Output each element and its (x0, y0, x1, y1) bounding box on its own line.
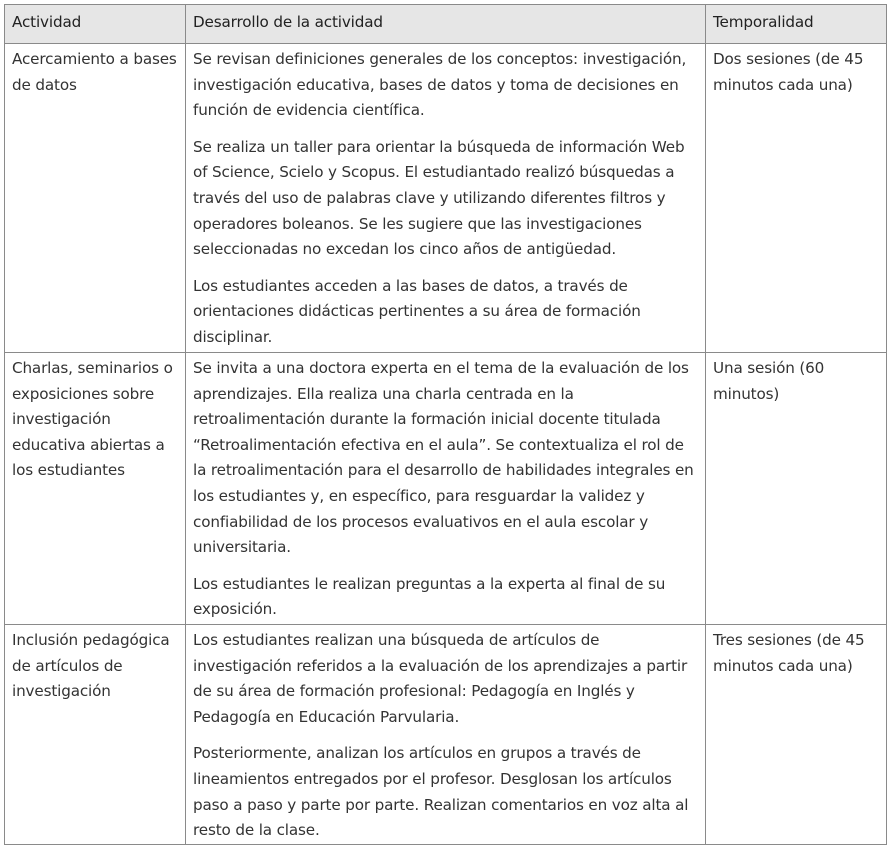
header-temporalidad: Temporalidad (706, 5, 887, 44)
table-row (5, 44, 887, 353)
temporalidad-cell: Una sesión (60 minutos) (706, 353, 887, 625)
desarrollo-cell (186, 353, 706, 625)
desarrollo-paragraph: Los estudiantes realizan una búsqueda de artículos de investigación referidos a la evaluación de los aprendizajes a partir de su área de formación profesional: Pedagogía en Inglés y Pedagogía en Educación Parvularia. (193, 631, 688, 726)
temporalidad-cell: Tres sesiones (de 45 minutos cada una) (706, 625, 887, 845)
desarrollo-paragraph: Se realiza un taller para orientar la búsqueda de información Web of Science, Scielo y Scopus. El estudiantado realizó búsquedas a través del uso de palabras clave y utilizando diferentes filtros y operadores boleanos. Se les sugiere que las investigaciones seleccionadas no excedan los cinco años de antigüedad. (193, 137, 685, 259)
header-actividad: Actividad (5, 5, 186, 44)
desarrollo-paragraph: Se revisan definiciones generales de los conceptos: investigación, investigación educativa, bases de datos y toma de decisiones en función de evidencia científica. (193, 50, 687, 120)
header-row (5, 5, 887, 44)
desarrollo-cell (186, 625, 706, 845)
actividad-cell: Inclusión pedagógica de artículos de investigación (5, 625, 186, 845)
desarrollo-paragraph: Los estudiantes acceden a las bases de datos, a través de orientaciones didácticas pertinentes a su área de formación disciplinar. (193, 276, 641, 346)
table-row (5, 353, 887, 625)
actividad-cell: Charlas, seminarios o exposiciones sobre investigación educativa abiertas a los estudiantes (5, 353, 186, 625)
desarrollo-paragraph: Se invita a una doctora experta en el tema de la evaluación de los aprendizajes. Ella realiza una charla centrada en la retroalimentación durante la formación inicial docente titulada “Retroalimentación efectiva en el aula”. Se contextualiza el rol de la retroalimentación para el desarrollo de habilidades integrales en los estudiantes y, en específico, para resguardar la validez y confiabilidad de los procesos evaluativos en el aula escolar y universitaria. (193, 359, 694, 557)
activities-table (4, 4, 887, 845)
actividad-cell: Acercamiento a bases de datos (5, 44, 186, 353)
header-desarrollo: Desarrollo de la actividad (186, 5, 706, 44)
temporalidad-cell: Dos sesiones (de 45 minutos cada una) (706, 44, 887, 353)
desarrollo-paragraph: Los estudiantes le realizan preguntas a la experta al final de su exposición. (193, 574, 666, 619)
desarrollo-paragraph: Posteriormente, analizan los artículos en grupos a través de lineamientos entregados por el profesor. Desglosan los artículos paso a paso y parte por parte. Realizan comentarios en voz alta al resto de la clase. (193, 744, 689, 840)
table-row (5, 625, 887, 845)
desarrollo-cell (186, 44, 706, 353)
